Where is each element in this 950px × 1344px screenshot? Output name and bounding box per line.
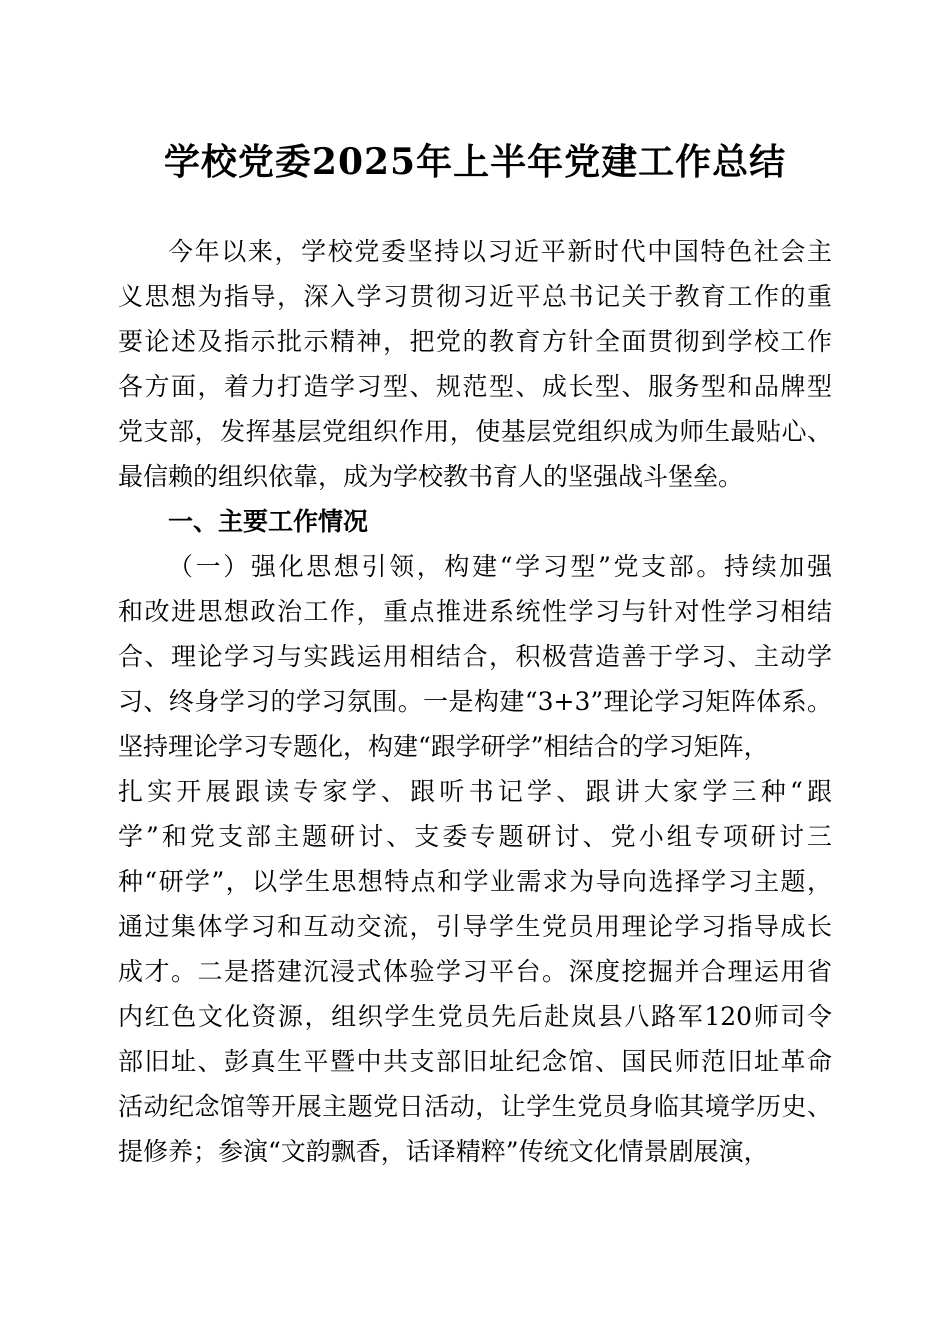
- paragraph-2-line-5: 坚持理论学习专题化，构建“跟学研学”相结合的学习矩阵，: [118, 732, 769, 761]
- paragraph-1-line-4: 各方面，着力打造学习型、规范型、成长型、服务型和品牌型: [118, 372, 832, 401]
- paragraph-2-line-13: 活动纪念馆等开展主题党日活动，让学生党员身临其境学历史、: [118, 1092, 832, 1121]
- paragraph-1-line-5: 党支部，发挥基层党组织作用，使基层党组织成为师生最贴心、: [118, 417, 832, 446]
- paragraph-2-line-1: （一）强化思想引领，构建“学习型”党支部。持续加强: [168, 552, 832, 581]
- paragraph-2-line-11: 内红色文化资源，组织学生党员先后赴岚县八路军120师司令: [118, 1002, 832, 1031]
- paragraph-2-line-4: 习、终身学习的学习氛围。一是构建“3+3”理论学习矩阵体系。: [118, 687, 832, 716]
- paragraph-2-line-9: 通过集体学习和互动交流，引导学生党员用理论学习指导成长: [118, 912, 832, 941]
- paragraph-2-line-14: 提修养；参演“文韵飘香，话译精粹”传统文化情景剧展演，: [118, 1137, 769, 1166]
- paragraph-2-line-12: 部旧址、彭真生平暨中共支部旧址纪念馆、国民师范旧址革命: [118, 1047, 832, 1076]
- paragraph-1-line-3: 要论述及指示批示精神，把党的教育方针全面贯彻到学校工作: [118, 327, 832, 356]
- document-title: 学校党委2025年上半年党建工作总结: [163, 141, 787, 183]
- section-heading: 一、主要工作情况: [168, 507, 369, 536]
- paragraph-2-line-7: 学”和党支部主题研讨、支委专题研讨、党小组专项研讨三: [118, 822, 832, 851]
- paragraph-2-line-3: 合、理论学习与实践运用相结合，积极营造善于学习、主动学: [118, 642, 832, 671]
- paragraph-1-line-2: 义思想为指导，深入学习贯彻习近平总书记关于教育工作的重: [118, 282, 832, 311]
- paragraph-1-line-6: 最信赖的组织依靠，成为学校教书育人的坚强战斗堡垒。: [118, 462, 744, 491]
- paragraph-2-line-8: 种“研学”，以学生思想特点和学业需求为导向选择学习主题，: [118, 867, 832, 896]
- paragraph-2-line-10: 成才。二是搭建沉浸式体验学习平台。深度挖掘并合理运用省: [118, 957, 832, 986]
- paragraph-1-line-1: 今年以来，学校党委坚持以习近平新时代中国特色社会主: [168, 237, 832, 266]
- paragraph-2-line-2: 和改进思想政治工作，重点推进系统性学习与针对性学习相结: [118, 597, 832, 626]
- paragraph-2-line-6: 扎实开展跟读专家学、跟听书记学、跟讲大家学三种“跟: [118, 777, 832, 806]
